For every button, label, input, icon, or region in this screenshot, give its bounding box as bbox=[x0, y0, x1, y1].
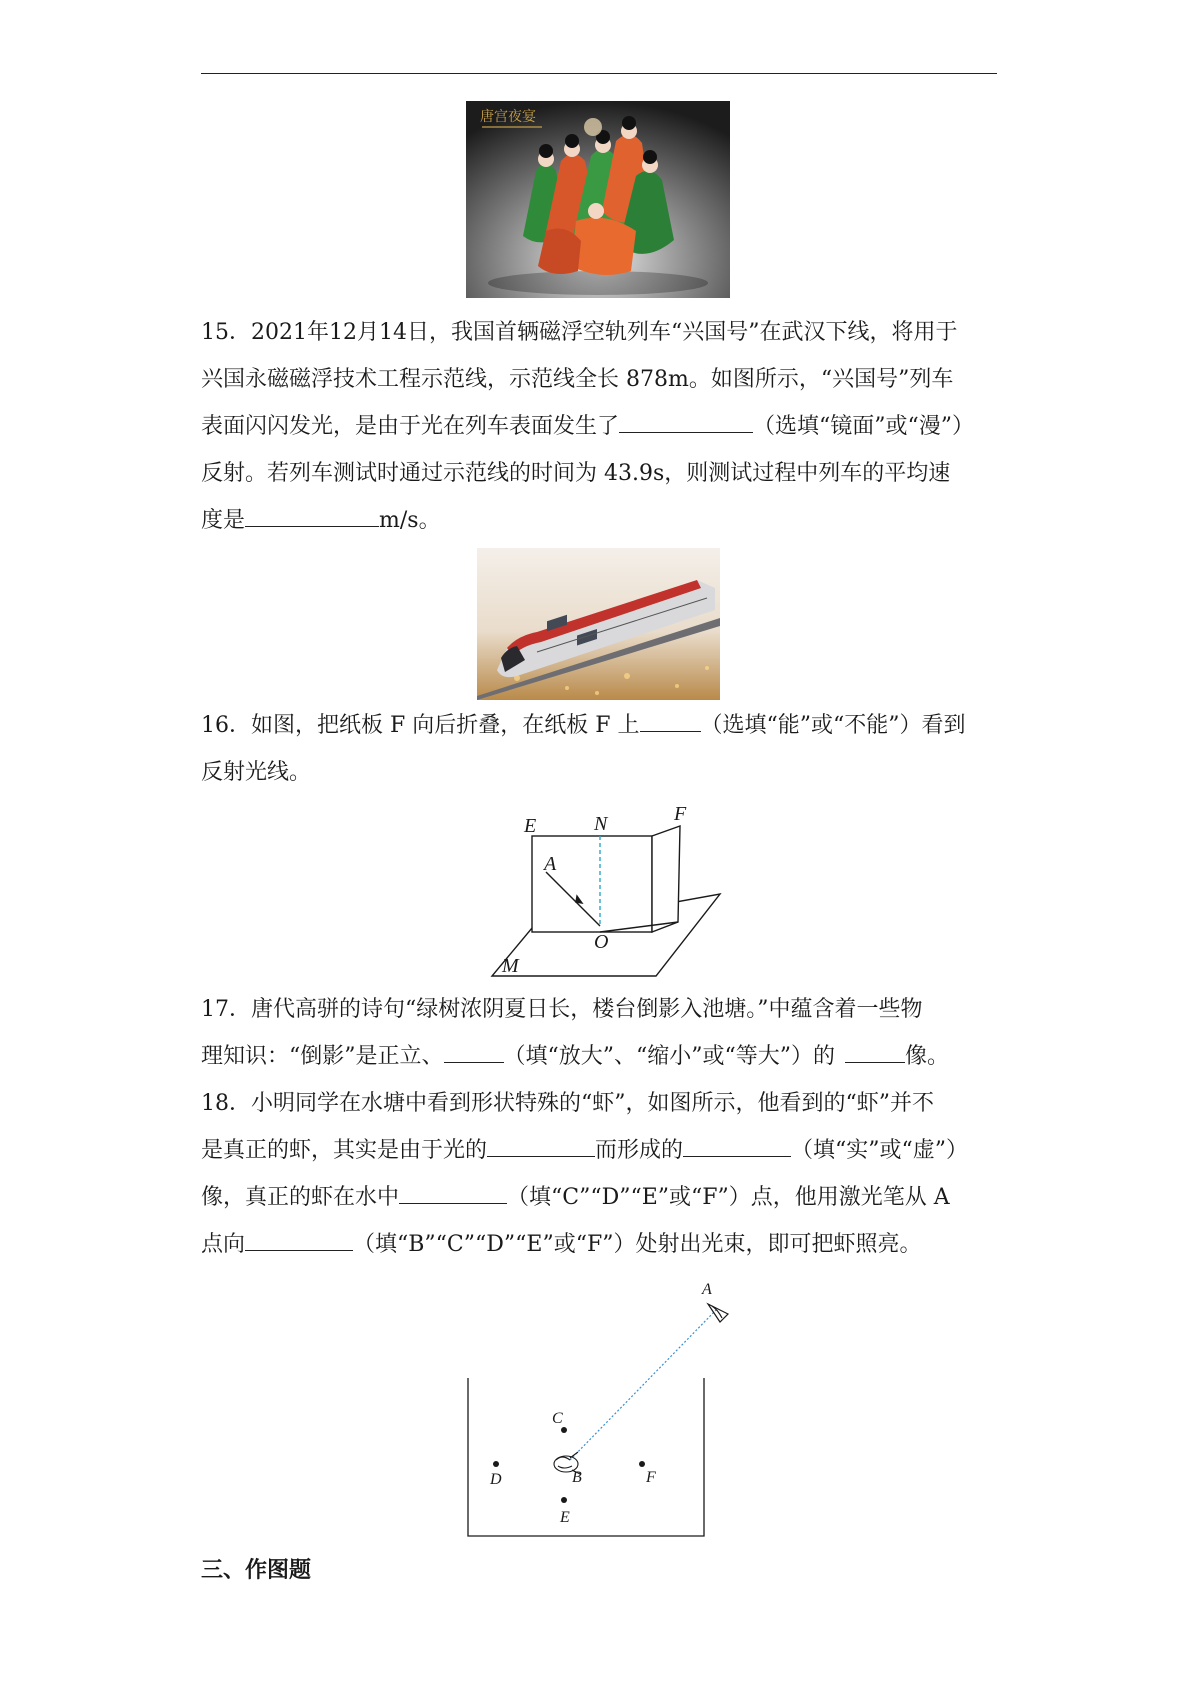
q17-line-2: 理知识：“倒影”是正立、 （填“放大”、“缩小”或“等大”）的 像。 bbox=[201, 1033, 997, 1080]
q17-line-1: 17．唐代高骈的诗句“绿树浓阴夏日长，楼台倒影入池塘。”中蕴含着一些物 bbox=[201, 997, 923, 1022]
eye-icon bbox=[708, 1304, 728, 1322]
q17-blank-image-type[interactable] bbox=[845, 1036, 905, 1063]
pond-shrimp-figure bbox=[466, 1280, 746, 1538]
question-16 bbox=[201, 702, 997, 796]
q15-blank-speed[interactable] bbox=[245, 500, 379, 527]
board-F bbox=[652, 826, 680, 932]
q18-blank-phenomenon[interactable] bbox=[487, 1130, 595, 1157]
point-C bbox=[561, 1427, 567, 1433]
label-C: C bbox=[552, 1410, 563, 1427]
pond-outline bbox=[468, 1378, 704, 1536]
section-heading: 三、作图题 bbox=[201, 1558, 312, 1583]
q16-blank[interactable] bbox=[640, 705, 701, 732]
q18-blank-real-virtual[interactable] bbox=[683, 1130, 791, 1157]
q15-line-2: 兴国永磁磁浮技术工程示范线，示范线全长 878m。如图所示，“兴国号”列车 bbox=[201, 367, 954, 392]
q18-line-3: 像，真正的虾在水中 （填“C”“D”“E”或“F”）点，他用激光笔从 A bbox=[201, 1174, 997, 1221]
label-A: A bbox=[544, 853, 557, 875]
q18-line-4: 点向 （填“B”“C”“D”“E”或“F”）处射出光束，即可把虾照亮。 bbox=[201, 1221, 997, 1268]
label-F: F bbox=[674, 803, 687, 825]
maglev-train-photo bbox=[477, 548, 720, 700]
point-F bbox=[639, 1461, 645, 1467]
q17-blank-size[interactable] bbox=[444, 1036, 504, 1063]
q15-line-3: 表面闪闪发光，是由于光在列车表面发生了 （选填“镜面”或“漫”） bbox=[201, 403, 997, 450]
q18-blank-aim[interactable] bbox=[245, 1224, 353, 1251]
question-15 bbox=[201, 309, 997, 544]
label-N: N bbox=[594, 813, 608, 835]
label-D: D bbox=[490, 1471, 502, 1488]
label-B: B bbox=[572, 1469, 582, 1486]
reflection-board-figure bbox=[490, 798, 730, 980]
header-rule bbox=[201, 73, 997, 74]
label-E: E bbox=[560, 1509, 570, 1526]
photo-logo: 唐宫夜宴 bbox=[480, 109, 536, 125]
q16-line-1: 16．如图，把纸板 F 向后折叠，在纸板 F 上 （选填“能”或“不能”）看到 bbox=[201, 702, 997, 749]
label-F: F bbox=[646, 1469, 656, 1486]
label-M: M bbox=[502, 955, 519, 977]
q18-line-1: 18．小明同学在水塘中看到形状特殊的“虾”，如图所示，他看到的“虾”并不 bbox=[201, 1091, 934, 1116]
q18-blank-point[interactable] bbox=[399, 1177, 507, 1204]
q15-line-4: 反射。若列车测试时通过示范线的时间为 43.9s，则测试过程中列车的平均速 bbox=[201, 461, 951, 486]
label-A: A bbox=[702, 1281, 712, 1298]
label-O: O bbox=[594, 931, 609, 953]
point-E bbox=[561, 1497, 567, 1503]
sight-line bbox=[570, 1310, 716, 1460]
q16-line-2: 反射光线。 bbox=[201, 760, 312, 785]
label-E: E bbox=[524, 815, 537, 837]
q15-line-1: 15．2021年12月14日，我国首辆磁浮空轨列车“兴国号”在武汉下线，将用于 bbox=[201, 320, 958, 345]
dancers-photo bbox=[466, 101, 730, 298]
question-17 bbox=[201, 986, 997, 1080]
q15-blank-reflection[interactable] bbox=[619, 406, 753, 433]
point-D bbox=[493, 1461, 499, 1467]
question-18 bbox=[201, 1080, 997, 1268]
q18-line-2: 是真正的虾，其实是由于光的 而形成的 （填“实”或“虚”） bbox=[201, 1127, 997, 1174]
q15-line-5: 度是 m/s。 bbox=[201, 497, 997, 544]
